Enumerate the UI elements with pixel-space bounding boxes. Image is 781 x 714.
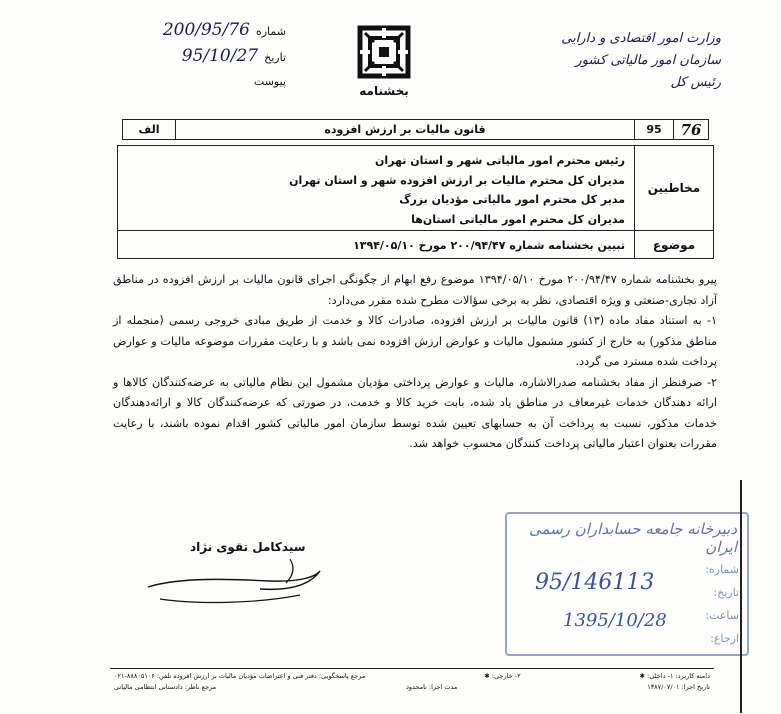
clause-2: ۲- صرفنظر از مفاد بخشنامه صدرالاشاره، مالیات و عوارض پرداختی مؤدیان مشمول این نظام مالیاتی به عرضه‌کنندگان کالاها و ارائه دهندگان خدمات غیرمعاف در مناطق یاد شده، بابت خرید کالا و خدمت، در صورتی که عرضه‌کنندگان کالا و ارائه‌دهندگان خدمات مذکور، نسبت به پرداخت آن به حسابهای تعیین شده توسط سازمان امور مالیاتی کشور اقدام نموده باشند، با رعایت مقررات بعنوان اعتبار مالیاتی پرداخت کنندگان محسوب خواهد شد. bbox=[113, 375, 717, 450]
stamp-date-label: تاریخ: bbox=[713, 586, 739, 599]
title-row bbox=[122, 119, 709, 140]
logo-caption: بخشنامه bbox=[359, 84, 409, 98]
footer-effective-date: تاریخ اجرا: ۱۳۸۷/۰۷/۰۱ bbox=[647, 683, 710, 691]
attachment-row bbox=[96, 70, 286, 94]
footer-duration: مدت اجرا: نامحدود bbox=[405, 683, 458, 691]
date-value: 95/10/27 bbox=[181, 46, 259, 66]
classification-code: الف bbox=[138, 123, 160, 136]
footer-row bbox=[110, 669, 714, 680]
stamp-referral-label: ارجاع: bbox=[710, 632, 739, 645]
footer-supervisor: مرجع ناظر: دادستانی انتظامی مالیاتی bbox=[114, 683, 217, 691]
recipient-item: مدیر کل محترم امور مالیاتی مؤدیان بزرگ bbox=[399, 193, 625, 206]
organization-line: سازمان امور مالیاتی کشور bbox=[575, 53, 721, 68]
receipt-stamp bbox=[505, 512, 749, 656]
recipient-item: مدیران کل محترم امور مالیاتی استان‌ها bbox=[411, 212, 625, 226]
subject-text: تبیین بخشنامه شماره ۲۰۰/۹۴/۴۷ مورخ ۱۳۹۴/۰۵/۱۰ bbox=[353, 239, 625, 252]
stamp-time-label: ساعت: bbox=[705, 609, 739, 622]
signatory-name: سیدکامل تقوی نژاد bbox=[190, 540, 306, 554]
recipients-box bbox=[117, 145, 714, 259]
head-title-line: رئیس کل bbox=[670, 75, 721, 90]
subject-label: موضوع bbox=[634, 231, 713, 259]
number-value: 200/95/76 bbox=[162, 20, 250, 40]
recipients-list bbox=[165, 151, 625, 229]
date-label: تاریخ bbox=[264, 51, 286, 64]
ministry-line: وزارت امور اقتصادی و دارایی bbox=[561, 31, 721, 46]
emblem-icon bbox=[356, 24, 412, 80]
stamp-date: 1395/10/28 bbox=[563, 610, 667, 631]
recipient-item: رئیس محترم امور مالیاتی شهر و استان تهران bbox=[375, 154, 625, 167]
circular-number: 76 bbox=[673, 120, 708, 139]
number-label: شماره bbox=[255, 25, 286, 38]
date-row bbox=[96, 44, 286, 70]
recipients-label: مخاطبین bbox=[634, 146, 713, 230]
footer-scope: دامنه کاربرد: ۱- داخلی: ✱ bbox=[639, 672, 710, 680]
law-title: قانون مالیات بر ارزش افزوده bbox=[175, 120, 634, 139]
footer-row bbox=[110, 680, 714, 691]
stamp-number: 95/146113 bbox=[535, 570, 655, 595]
footer-contact: مرجع پاسخگویی: دفتر فنی و اعتراضات مؤدیان مالیات بر ارزش افزوده تلفن: ۸۸۸۰۵۱۰۶-۰۲۱ bbox=[114, 672, 366, 680]
ministry-header bbox=[521, 28, 721, 94]
stamp-number-label: شماره: bbox=[705, 563, 739, 576]
clause-1: ۱- به استناد مفاد ماده (۱۳) قانون مالیات بر ارزش افزوده، صادرات کالا و خدمت از طریق مبادی خروجی رسمی (منجمله از مناطق مذکور) به خارج از کشور مشمول مالیات و عوارض ارزش افزوده نمی باشد و با رعایت مقررات موضوعه مالیات و عوارض پرداخت شده مسترد می گردد. bbox=[113, 314, 717, 368]
body-text bbox=[113, 270, 717, 455]
intro-paragraph: پیرو بخشنامه شماره ۲۰۰/۹۴/۴۷ مورخ ۱۳۹۴/۰۵/۱۰ موضوع رفع ابهام از چگونگی اجرای قانون مالیات بر ارزش افزوده در مناطق آزاد تجاری-صنعتی و ویژه اقتصادی، نظر به برخی سؤالات مطرح شده مقرر می‌دارد: bbox=[113, 273, 718, 307]
signature-icon bbox=[140, 555, 330, 615]
letter-meta bbox=[96, 18, 286, 94]
attachment-label: پیوست bbox=[253, 75, 286, 88]
stamp-title: دبیرخانه جامعه حسابداران رسمی ایران bbox=[528, 520, 737, 556]
footer bbox=[110, 668, 714, 714]
stamp-labels bbox=[705, 558, 739, 650]
number-row bbox=[96, 18, 286, 44]
recipient-item: مدیران کل محترم مالیات بر ارزش افزوده شهر و استان تهران bbox=[289, 173, 625, 187]
footer-scope-external: ۲- خارجی: ✱ bbox=[484, 672, 521, 680]
circular-year: 95 bbox=[634, 120, 673, 139]
subject-row bbox=[118, 230, 713, 259]
margin-rule bbox=[740, 480, 742, 713]
